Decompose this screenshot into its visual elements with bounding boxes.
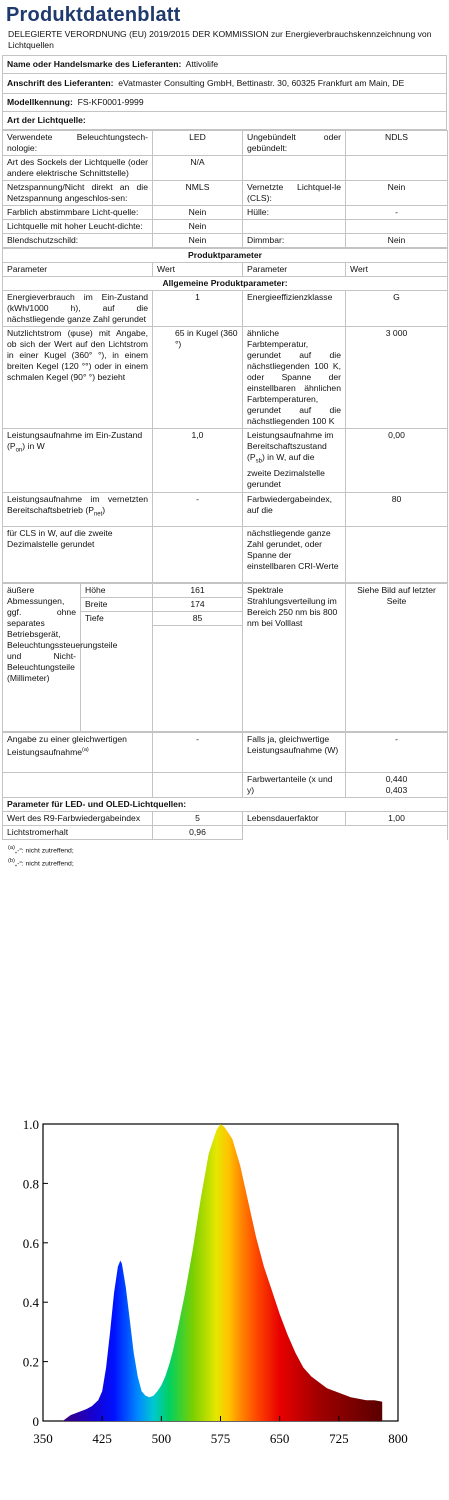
light-source-value-2 xyxy=(346,156,448,181)
regulation-text: DELEGIERTE VERORDNUNG (EU) 2019/2015 DER KOMMISSION zur Energieverbrauchskennzeichnung von Lichtquellen xyxy=(8,29,432,50)
pon-value: 1,0 xyxy=(153,429,243,493)
supplier-name: Attivolife xyxy=(185,59,219,69)
equiv-label: Angabe zu einer gleichwertigen Leistungsaufnahme$^{(a)}$ xyxy=(3,733,153,773)
light-source-row xyxy=(3,206,448,220)
flux-row xyxy=(3,327,448,429)
pnet-label: Leistungsaufnahme im vernetzten Bereitschaftsbetrieb $(P_{net})$ xyxy=(3,493,153,527)
x-tick-label: 425 xyxy=(92,1431,112,1446)
dim-value-2: 85 xyxy=(153,612,243,626)
footnote-a: $^{(a)}$„-“: nicht zutreffend; xyxy=(8,845,74,855)
model-row xyxy=(3,94,447,112)
light-source-heading-row xyxy=(3,112,447,130)
light-source-value: NMLS xyxy=(153,181,243,206)
x-tick-label: 350 xyxy=(33,1431,53,1446)
light-source-label-2 xyxy=(243,156,346,181)
dim-value-1: 174 xyxy=(153,598,243,612)
pnet-row xyxy=(3,493,448,527)
light-source-value: Nein xyxy=(153,206,243,220)
light-source-value: Nein xyxy=(153,234,243,248)
light-source-row xyxy=(3,131,448,156)
cct-value: 3 000 xyxy=(346,327,448,429)
supplier-address-label: Anschrift des Lieferanten: xyxy=(7,78,114,88)
general-params-heading: Allgemeine Produktparameter: xyxy=(3,277,448,291)
x-tick-label: 650 xyxy=(269,1431,290,1446)
light-source-value-2: - xyxy=(346,206,448,220)
life-value: 1,00 xyxy=(346,812,448,826)
dims-label: äußere Abmessungen, ggf. ohne separates Betriebsgerät, Beleuchtungssteuerungsteile und Nicht-Beleuchtungsteile (Millimeter) xyxy=(3,584,81,732)
light-source-label-2: Dimmbar: xyxy=(243,234,346,248)
supplier-address: eVatmaster Consulting GmbH, Bettinastr. 30, 60325 Frankfurt am Main, DE xyxy=(118,78,405,88)
light-source-row xyxy=(3,220,448,234)
equiv-row xyxy=(3,733,448,773)
light-source-label-2: Ungebündelt oder gebündelt: xyxy=(243,131,346,156)
ifyes-value: - xyxy=(346,733,448,773)
light-source-value-2: Nein xyxy=(346,234,448,248)
spectral-label: Spektrale Strahlungsverteilung im Bereich 250 nm bis 800 nm bei Volllast xyxy=(243,584,346,732)
light-source-label: Lichtquelle mit hoher Leucht-dichte: xyxy=(3,220,153,234)
equiv-table xyxy=(2,732,448,840)
x-tick-label: 800 xyxy=(388,1431,408,1446)
light-source-table xyxy=(2,130,448,248)
pon-label: Leistungsaufnahme im Ein-Zustand $(P_{on})$ in W xyxy=(3,429,153,493)
maint-row xyxy=(3,826,448,840)
light-source-label-2 xyxy=(243,220,346,234)
energy-row xyxy=(3,291,448,327)
maint-value: 0,96 xyxy=(153,826,243,840)
light-source-heading: Art der Lichtquelle: xyxy=(7,115,86,125)
light-source-label: Farblich abstimmbare Licht-quelle: xyxy=(3,206,153,220)
power-row xyxy=(3,429,448,493)
energy-label: Energieverbrauch im Ein-Zustand (kWh/1000 h), auf die nächstliegende ganze Zahl gerundet xyxy=(3,291,153,327)
cri-cont: nächstliegende ganze Zahl gerundet, oder Spanne der einstellbaren CRI-Werte xyxy=(243,527,346,583)
model-label: Modellkennung: xyxy=(7,97,73,107)
product-params-heading: Produktparameter xyxy=(3,249,448,263)
maint-label: Lichtstromerhalt xyxy=(3,826,153,840)
model-id: FS-KF0001-9999 xyxy=(77,97,144,107)
supplier-address-row xyxy=(3,74,447,94)
psb-value: 0,00 xyxy=(346,429,448,493)
light-source-row xyxy=(3,181,448,206)
y-tick-label: 0.2 xyxy=(22,1354,39,1370)
light-source-label: Art des Sockels der Lichtquelle (oder andere elektrische Schnittstelle) xyxy=(3,156,153,181)
footnote-b: $^{(b)}$„-“: nicht zutreffend; xyxy=(8,858,74,868)
pnet-cont-row xyxy=(3,527,448,583)
light-source-value: N/A xyxy=(153,156,243,181)
led-params-heading: Parameter für LED- und OLED-Lichtquellen: xyxy=(3,798,448,812)
light-source-value: LED xyxy=(153,131,243,156)
chroma-value: 0,440 0,403 xyxy=(346,773,448,798)
cri-label: Farbwiedergabeindex, auf die xyxy=(243,493,346,527)
dim-name-1: Breite xyxy=(81,598,153,612)
pnet-value: - xyxy=(153,493,243,527)
y-tick-label: 0.6 xyxy=(22,1235,39,1251)
footnotes xyxy=(2,840,447,870)
light-source-row xyxy=(3,156,448,181)
product-params-table xyxy=(2,248,448,583)
y-tick-label: 0.8 xyxy=(22,1176,39,1192)
r9-label: Wert des R9-Farbwiedergabeindex xyxy=(3,812,153,826)
life-label: Lebensdauerfaktor xyxy=(243,812,346,826)
spectrum-chart xyxy=(0,1098,449,1500)
dim-name-0: Höhe xyxy=(81,584,153,598)
r9-value: 5 xyxy=(153,812,243,826)
light-source-label: Netzspannung/Nicht direkt an die Netzspannung angeschlos-sen: xyxy=(3,181,153,206)
col-value-1: Wert xyxy=(153,263,243,277)
dim-name-2: Tiefe xyxy=(81,612,153,626)
flux-value: 65 in Kugel (360 °) xyxy=(153,327,243,429)
page-title: Produktdatenblatt xyxy=(6,4,181,26)
col-param-1: Parameter xyxy=(3,263,153,277)
light-source-label-2: Hülle: xyxy=(243,206,346,220)
light-source-label-2: Vernetzte Lichtquel-le (CLS): xyxy=(243,181,346,206)
col-value-2: Wert xyxy=(346,263,448,277)
light-source-value-2 xyxy=(346,220,448,234)
col-param-2: Parameter xyxy=(243,263,346,277)
energy-value: 1 xyxy=(153,291,243,327)
spectral-value: Siehe Bild auf letzter Seite xyxy=(346,584,448,732)
chroma-label: Farbwertanteile (x und y) xyxy=(243,773,346,798)
class-value: G xyxy=(346,291,448,327)
pnet-cont: für CLS in W, auf die zweite Dezimalstelle gerundet xyxy=(3,527,153,583)
cri-value: 80 xyxy=(346,493,448,527)
light-source-value: Nein xyxy=(153,220,243,234)
light-source-value-2: Nein xyxy=(346,181,448,206)
dim-value-0: 161 xyxy=(153,584,243,598)
y-tick-label: 0 xyxy=(32,1414,39,1429)
light-source-row xyxy=(3,234,448,248)
psb-label: Leistungsaufnahme im Bereitschaftszustand $(P_{sb})$ in W, auf die zweite Dezimalstelle gerundet xyxy=(243,429,346,493)
equiv-value: - xyxy=(153,733,243,773)
x-tick-label: 500 xyxy=(151,1431,172,1446)
x-tick-label: 725 xyxy=(329,1431,349,1446)
light-source-value-2: NDLS xyxy=(346,131,448,156)
supplier-table xyxy=(2,55,447,130)
datasheet xyxy=(2,0,447,870)
light-source-label: Blendschutzschild: xyxy=(3,234,153,248)
dims-table xyxy=(2,583,448,732)
y-tick-label: 0.4 xyxy=(22,1295,39,1311)
cct-label: ähnliche Farbtemperatur, gerundet auf die nächstliegenden 100 K, oder Spanne der einstellbaren ähnlichen Farbtemperaturen, gerundet auf die nächstliegenden 100 K xyxy=(243,327,346,429)
supplier-name-row xyxy=(3,56,447,74)
class-label: Energieeffizienzklasse xyxy=(243,291,346,327)
flux-label: Nutzlichtstrom (φuse) mit Angabe, ob sich der Wert auf den Lichtstrom in einer Kugel (360° °), in einem breiten Kegel (120 °°) oder in einem schmalen Kegel (90° °) bezieht xyxy=(3,327,153,429)
ifyes-label: Falls ja, gleichwertige Leistungsaufnahme (W) xyxy=(243,733,346,773)
supplier-name-label: Name oder Handelsmarke des Lieferanten: xyxy=(7,59,182,69)
chroma-row xyxy=(3,773,448,798)
y-tick-label: 1.0 xyxy=(22,1117,39,1132)
r9-row xyxy=(3,812,448,826)
x-tick-label: 575 xyxy=(210,1431,231,1446)
light-source-label: Verwendete Beleuchtungstech-nologie: xyxy=(3,131,153,156)
